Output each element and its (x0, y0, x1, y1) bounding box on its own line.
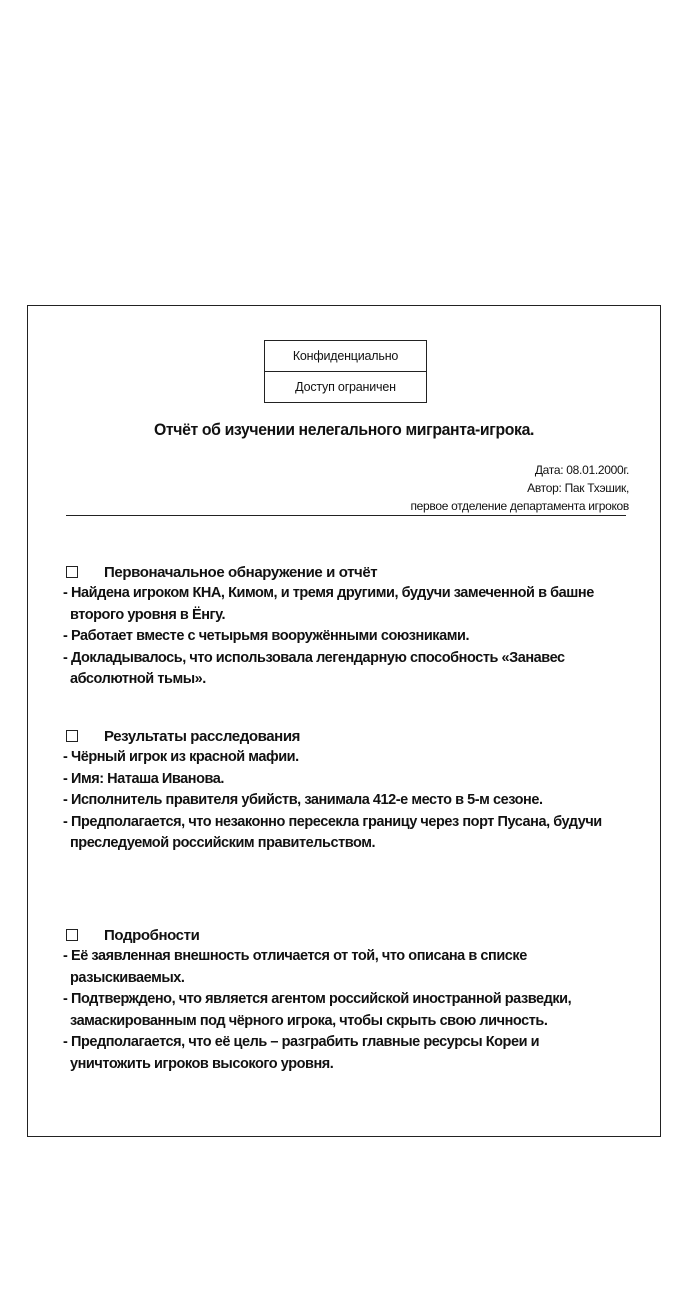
section-title: Результаты расследования (104, 727, 300, 745)
section-header (60, 725, 620, 747)
list-item: - Исполнитель правителя убийств, занимала 412-е место в 5-м сезоне. (60, 790, 620, 812)
section-header (60, 561, 620, 583)
checkbox-icon (66, 730, 78, 742)
list-item: - Её заявленная внешность отличается от той, что описана в списке разыскиваемых. (60, 946, 620, 989)
list-item: - Подтверждено, что является агентом российской иностранной разведки, замаскированным под чёрного игрока, чтобы скрыть свою личность. (60, 989, 620, 1032)
checkbox-icon (66, 566, 78, 578)
document-meta (410, 461, 629, 515)
section-investigation-results (60, 725, 620, 855)
stamp-confidential: Конфиденциально (292, 349, 399, 363)
section-title: Первоначальное обнаружение и отчёт (104, 563, 378, 581)
section-items (60, 946, 620, 1075)
report-document (27, 305, 661, 1137)
list-item: - Работает вместе с четырьмя вооружёнными союзниками. (60, 626, 620, 648)
section-items (60, 747, 620, 855)
list-item: - Предполагается, что её цель – разграбить главные ресурсы Кореи и уничтожить игроков высокого уровня. (60, 1032, 620, 1075)
section-header (60, 924, 620, 946)
list-item: - Имя: Наташа Иванова. (60, 769, 620, 791)
meta-department: первое отделение департамента игроков (410, 499, 629, 513)
stamp-restricted-access: Доступ ограничен (265, 371, 426, 402)
header-divider (66, 515, 626, 516)
meta-date: Дата: 08.01.2000г. (534, 463, 629, 477)
list-item: - Докладывалось, что использовала легендарную способность «Занавес абсолютной тьмы». (60, 648, 620, 691)
list-item: - Предполагается, что незаконно пересекла границу через порт Пусана, будучи преследуемой российским правительством. (60, 812, 620, 855)
checkbox-icon (66, 929, 78, 941)
classification-stamp (264, 340, 427, 403)
meta-author: Автор: Пак Тхэшик, (527, 481, 629, 495)
document-title: Отчёт об изучении нелегального мигранта-игрока. (153, 420, 535, 439)
section-items (60, 583, 620, 691)
section-details (60, 924, 620, 1075)
section-initial-detection (60, 561, 620, 691)
section-title: Подробности (104, 926, 200, 944)
list-item: - Найдена игроком КНА, Кимом, и тремя другими, будучи замеченной в башне второго уровня в Ёнгу. (60, 583, 620, 626)
list-item: - Чёрный игрок из красной мафии. (60, 747, 620, 769)
